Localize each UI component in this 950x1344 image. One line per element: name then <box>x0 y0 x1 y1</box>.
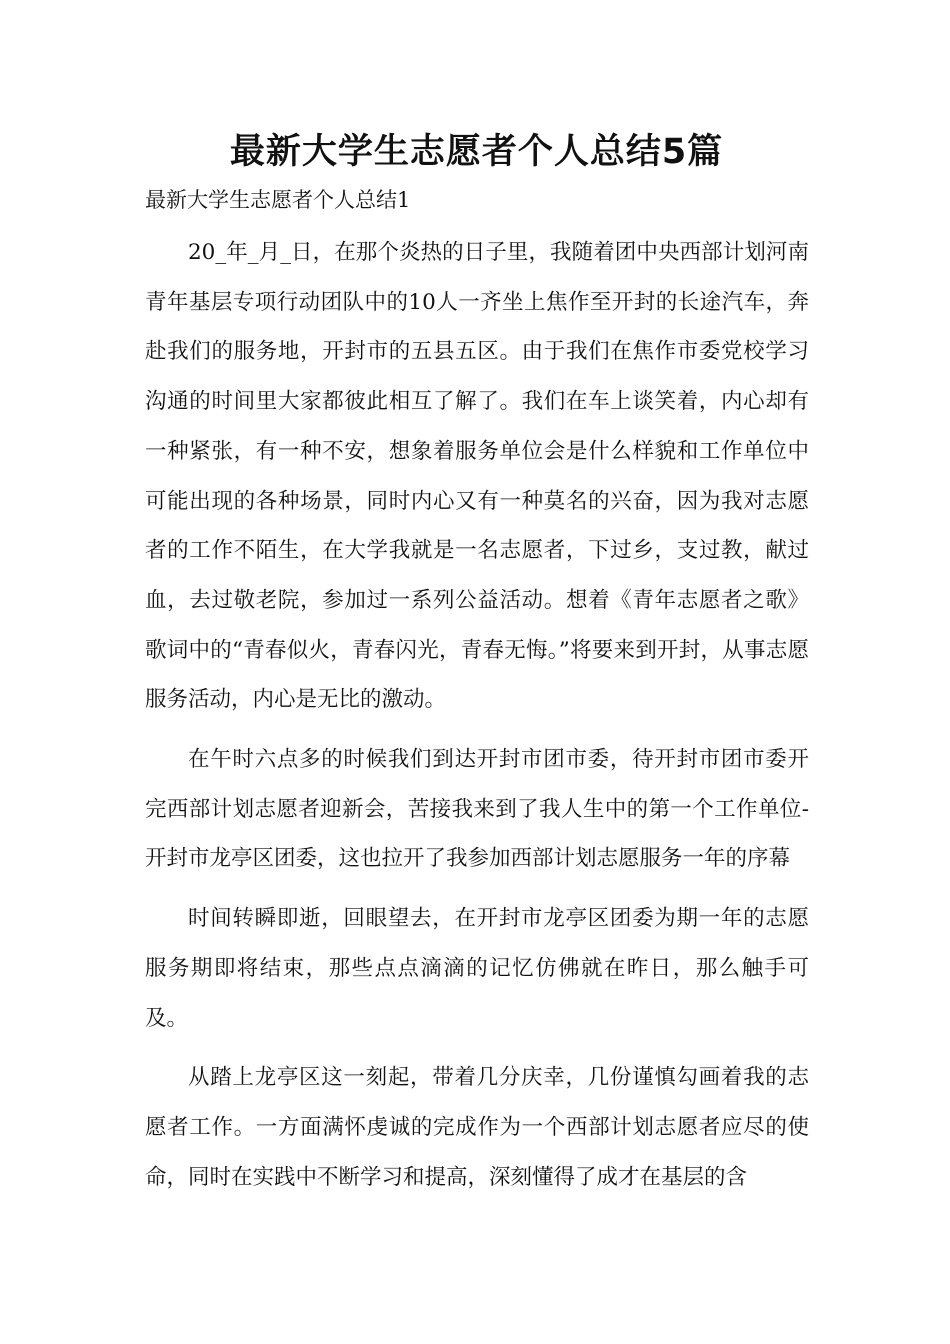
section-heading: 最新大学生志愿者个人总结1 <box>145 188 411 212</box>
paragraph-1: 20_年_月_日，在那个炎热的日子里，我随着团中央西部计划河南青年基层专项行动团队中的10人一齐坐上焦作至开封的长途汽车，奔赴我们的服务地，开封市的五县五区。由于我们在焦作市委党校学习沟通的时间里大家都彼此相互了解了。我们在车上谈笑着，内心却有一种紧张，有一种不安，想象着服务单位会是什么样貌和工作单位中可能出现的各种场景，同时内心又有一种莫名的兴奋，因为我对志愿者的工作不陌生，在大学我就是一名志愿者，下过乡，支过教，献过血，去过敬老院，参加过一系列公益活动。想着《青年志愿者之歌》歌词中的“青春似火，青春闪光，青春无悔。”将要来到开封，从事志愿服务活动，内心是无比的激动。 <box>145 240 809 713</box>
paragraph-3: 时间转瞬即逝，回眼望去，在开封市龙亭区团委为期一年的志愿服务期即将结束，那些点点滴滴的记忆仿佛就在昨日，那么触手可及。 <box>145 906 809 1031</box>
paragraph-4: 从踏上龙亭区这一刻起，带着几分庆幸，几份谨慎勾画着我的志愿者工作。一方面满怀虔诚的完成作为一个西部计划志愿者应尽的使命，同时在实践中不断学习和提高，深刻懂得了成才在基层的含 <box>145 1065 809 1190</box>
paragraph-2: 在午时六点多的时候我们到达开封市团市委，待开封市团市委开完西部计划志愿者迎新会，苦接我来到了我人生中的第一个工作单位-开封市龙亭区团委，这也拉开了我参加西部计划志愿服务一年的序幕 <box>145 747 809 872</box>
document-title: 最新大学生志愿者个人总结5篇 <box>229 132 724 172</box>
